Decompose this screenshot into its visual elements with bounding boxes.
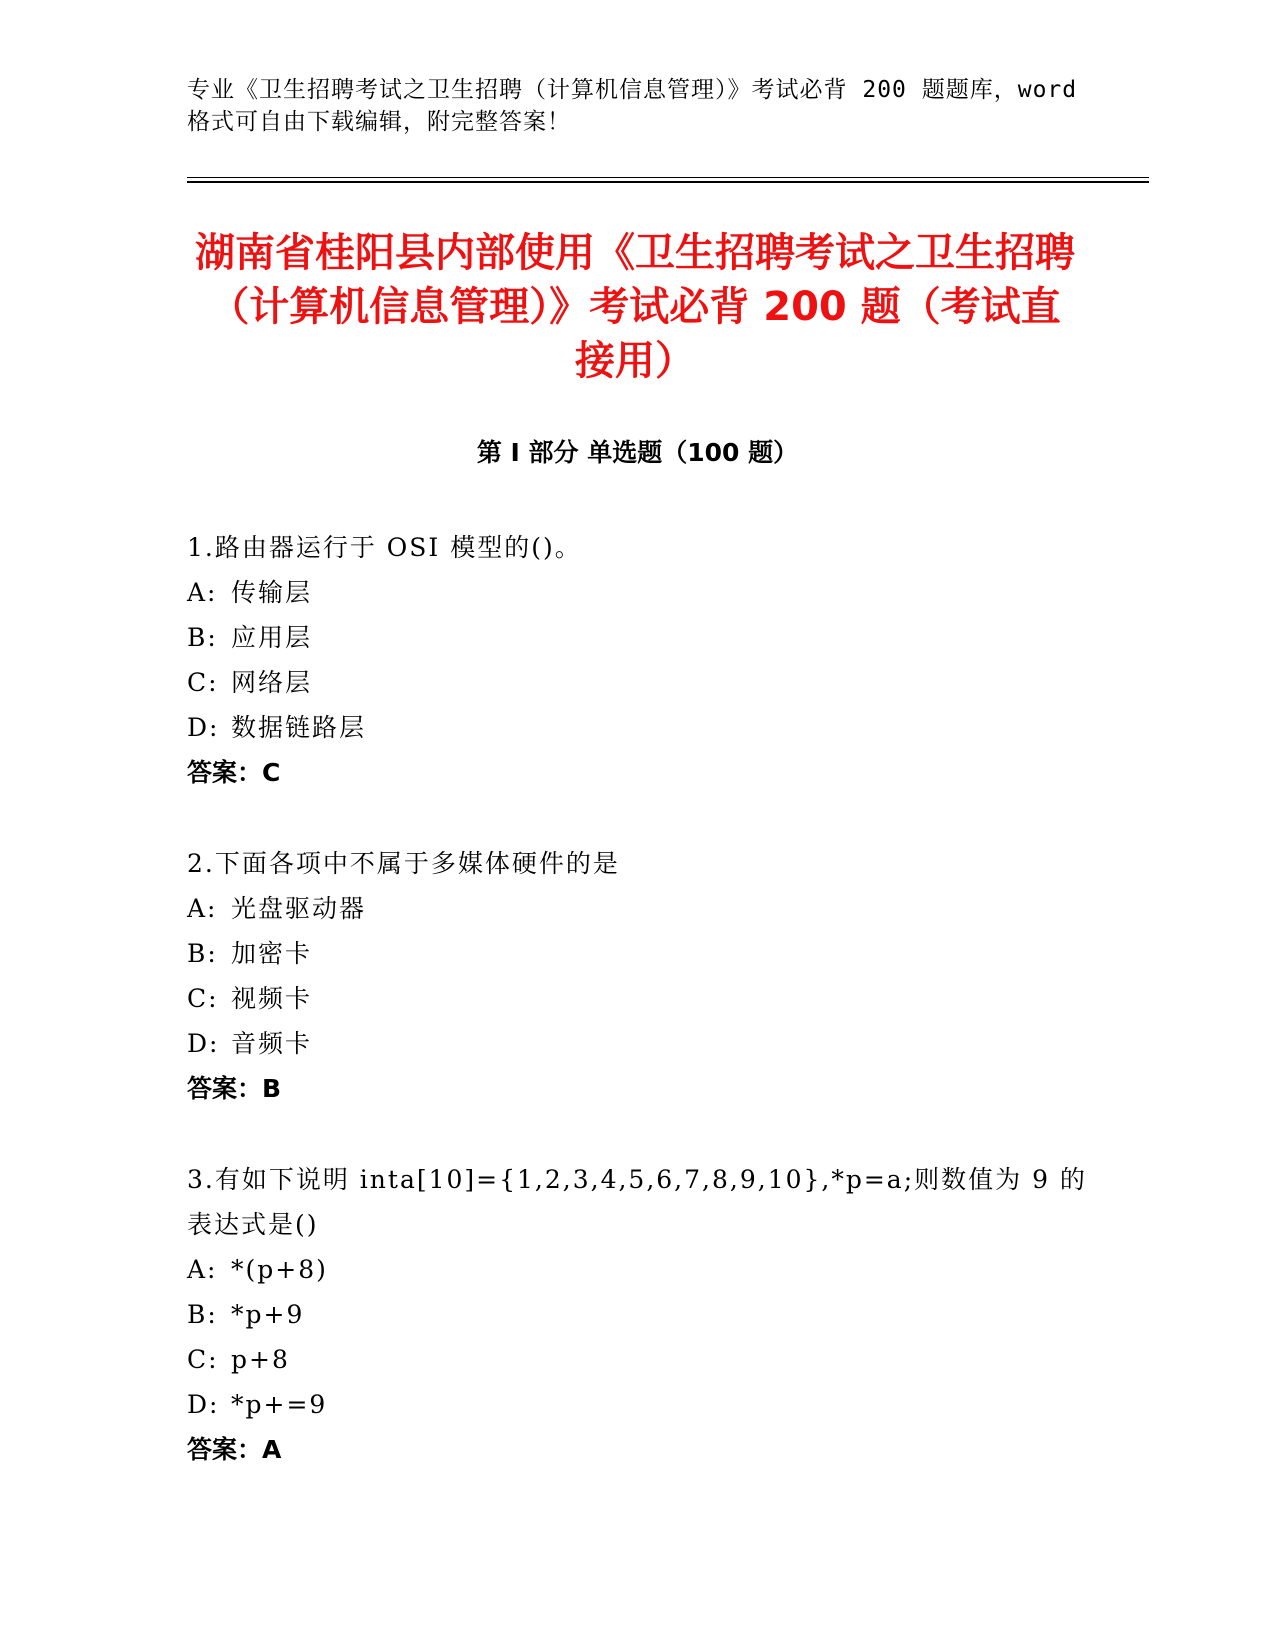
option-letter: C:: [187, 984, 219, 1013]
option-b: [187, 615, 1087, 660]
option-b: [187, 1292, 1087, 1337]
question-list: [187, 525, 1087, 1518]
question-stem: 2.下面各项中不属于多媒体硬件的是: [187, 849, 620, 878]
option-text: 传输层: [231, 578, 313, 607]
option-text: 数据链路层: [231, 713, 367, 742]
option-text: 光盘驱动器: [231, 894, 367, 923]
header-divider-thin: [187, 177, 1149, 178]
option-text: 应用层: [231, 623, 313, 652]
option-text: *p+9: [231, 1300, 305, 1329]
option-letter: D:: [187, 713, 220, 742]
question-stem: 1.路由器运行于 OSI 模型的()。: [187, 533, 582, 562]
option-text: 加密卡: [231, 939, 313, 968]
option-d: [187, 705, 1087, 750]
answer-line: 答案：A: [187, 1435, 282, 1464]
option-text: p+8: [231, 1345, 290, 1374]
option-letter: D:: [187, 1390, 220, 1419]
header-divider-thick: [187, 181, 1149, 183]
option-c: [187, 976, 1087, 1021]
option-d: [187, 1382, 1087, 1427]
option-letter: A:: [187, 1255, 218, 1284]
option-text: 网络层: [231, 668, 313, 697]
option-c: [187, 1337, 1087, 1382]
option-a: [187, 570, 1087, 615]
option-text: *p+=9: [231, 1390, 328, 1419]
option-c: [187, 660, 1087, 705]
option-letter: B:: [187, 939, 218, 968]
question-item: [187, 525, 1087, 795]
section-title: 第 I 部分 单选题（100 题）: [476, 438, 799, 467]
option-text: 视频卡: [231, 984, 313, 1013]
option-letter: C:: [187, 668, 219, 697]
option-d: [187, 1021, 1087, 1066]
header-note: 专业《卫生招聘考试之卫生招聘（计算机信息管理）》考试必背 200 题题库，word 格式可自由下载编辑，附完整答案！: [187, 77, 1078, 135]
option-a: [187, 886, 1087, 931]
option-letter: A:: [187, 894, 218, 923]
option-letter: C:: [187, 1345, 219, 1374]
option-letter: B:: [187, 623, 218, 652]
option-letter: A:: [187, 578, 218, 607]
question-stem: 3.有如下说明 inta[10]={1,2,3,4,5,6,7,8,9,10},*p=a;则数值为 9 的表达式是(): [187, 1165, 1087, 1239]
answer-line: 答案：B: [187, 1074, 282, 1103]
option-letter: B:: [187, 1300, 218, 1329]
answer-line: 答案：C: [187, 758, 281, 787]
option-b: [187, 931, 1087, 976]
option-a: [187, 1247, 1087, 1292]
option-text: 音频卡: [231, 1029, 313, 1058]
question-item: [187, 1157, 1087, 1472]
option-text: *(p+8): [231, 1255, 328, 1284]
option-letter: D:: [187, 1029, 220, 1058]
document-title: 湖南省桂阳县内部使用《卫生招聘考试之卫生招聘（计算机信息管理）》考试必背 200 题（考试直接用）: [195, 230, 1075, 384]
question-item: [187, 841, 1087, 1111]
